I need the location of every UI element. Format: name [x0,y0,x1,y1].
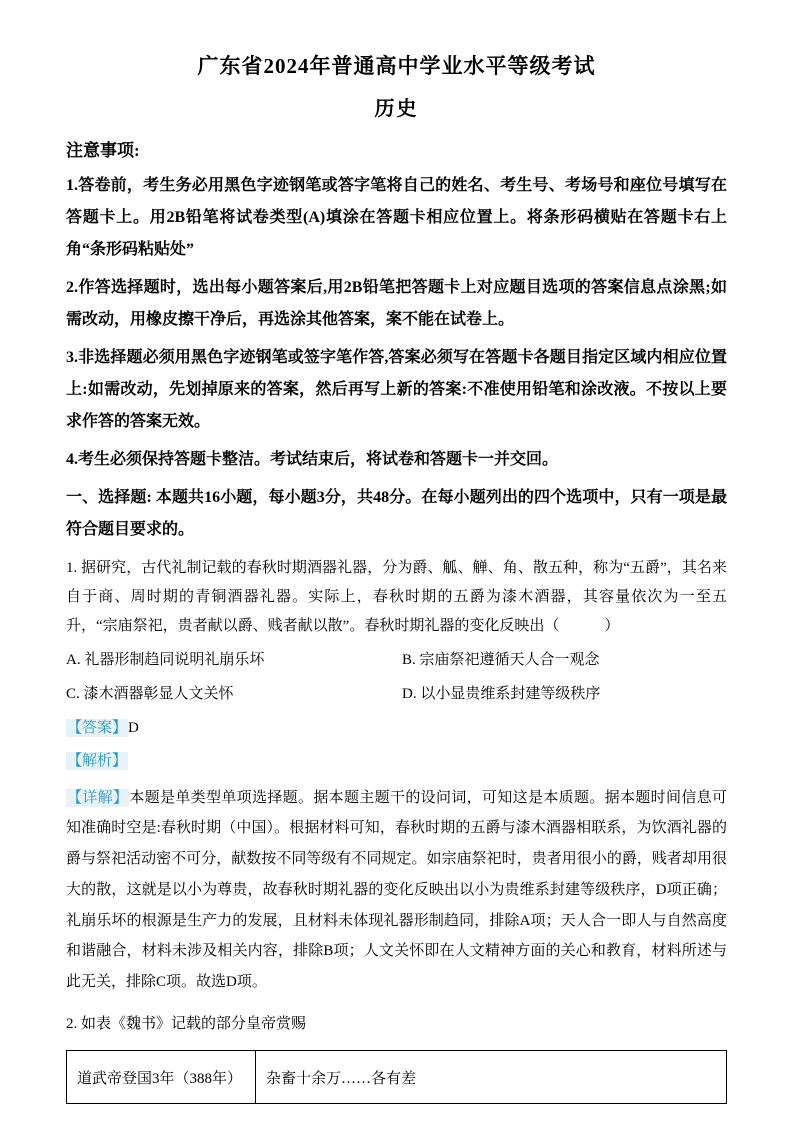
notice-item-4: 4.考生必须保持答题卡整洁。考试结束后，将试卷和答题卡一并交回。 [66,450,559,468]
notice-item-2: 2.作答选择题时，选出每小题答案后,用2B铅笔把答题卡上对应题目选项的答案信息点涂黑;如需改动，用橡皮擦干净后，再选涂其他答案，案不能在试卷上。 [66,278,727,328]
notice-item-1: 1.答卷前，考生务必用黑色字迹钢笔或答字笔将自己的姓名、考生号、考场号和座位号填写在答题卡上。用2B铅笔将试卷类型(A)填涂在答题卡相应位置上。将条形码横贴在答题卡右上角“条形码粘贴处” [66,176,727,258]
question-1-detail [66,783,727,998]
question-2-table [66,1050,727,1104]
detail-marker: 【详解】 [67,789,129,806]
analysis-marker: 【解析】 [67,753,128,770]
exam-title: 广东省2024年普通高中学业水平等级考试 [197,54,596,78]
answer-marker: 【答案】 [67,719,128,736]
question-1-option-d: D. 以小显贵维系封建等级秩序 [402,685,601,702]
notice-heading: 注意事项: [66,141,140,160]
question-2-stem: 2. 如表《魏书》记载的部分皇帝赏赐 [66,1015,307,1032]
detail-text: 本题是单类型单项选择题。据本题主题干的设问词，可知这是本质题。据本题时间信息可知准确时空是:春秋时期（中国）。根据材料可知，春秋时期的五爵与漆木酒器相联系，为饮酒礼器的爵与祭祀活动密不可分，献数按不同等级有不同规定。如宗庙祭祀时，贵者用很小的爵，贱者却用很大的散，这就是以小为尊贵，故春秋时期礼器的变化反映出以小为贵维系封建等级秩序，D项正确；礼崩乐坏的根源是生产力的发展，且材料未体现礼器形制趋同，排除A项；天人合一即人与自然高度和谐融合，材料未涉及相关内容，排除B项；人文关怀即在人文精神方面的关心和教育，材料所述与此无关，排除C项。故选D项。 [66,789,727,991]
section-heading-choice: 一、选择题: 本题共16小题，每小题3分，共48分。在每小题列出的四个选项中，只有一项是最符合题目要求的。 [66,488,727,538]
table-row [67,1051,727,1104]
question-1-option-a: A. 礼器形制趋同说明礼崩乐坏 [66,651,265,668]
table-cell-reward: 杂畜十余万……各有差 [256,1051,727,1104]
question-1-answer-line [66,716,727,742]
question-1-option-b: B. 宗庙祭祀遵循天人合一观念 [402,651,600,668]
question-1-option-c: C. 漆木酒器彰显人文关怀 [66,685,234,702]
answer-value: D [128,719,139,736]
exam-subject: 历史 [374,98,419,120]
question-1-analysis-line [66,749,727,775]
table-cell-era: 道武帝登国3年（388年） [67,1051,256,1104]
question-1-options [66,648,727,706]
question-1-stem: 1. 据研究，古代礼制记载的春秋时期酒器礼器，分为爵、觚、觯、角、散五种，称为“五爵”，其名来自于商、周时期的青铜酒器礼器。实际上，春秋时期的五爵为漆木酒器，其容量依次为一至五升，“宗庙祭祀，贵者献以爵、贱者献以散”。春秋时期礼器的变化反映出（ ） [66,559,727,635]
notice-item-3: 3.非选择题必须用黑色字迹钢笔或签字笔作答,答案必须写在答题卡各题目指定区域内相应位置上:如需改动，先划掉原来的答案，然后再写上新的答案:不准使用铅笔和涂改液。不按以上要求作答的答案无效。 [66,348,727,430]
